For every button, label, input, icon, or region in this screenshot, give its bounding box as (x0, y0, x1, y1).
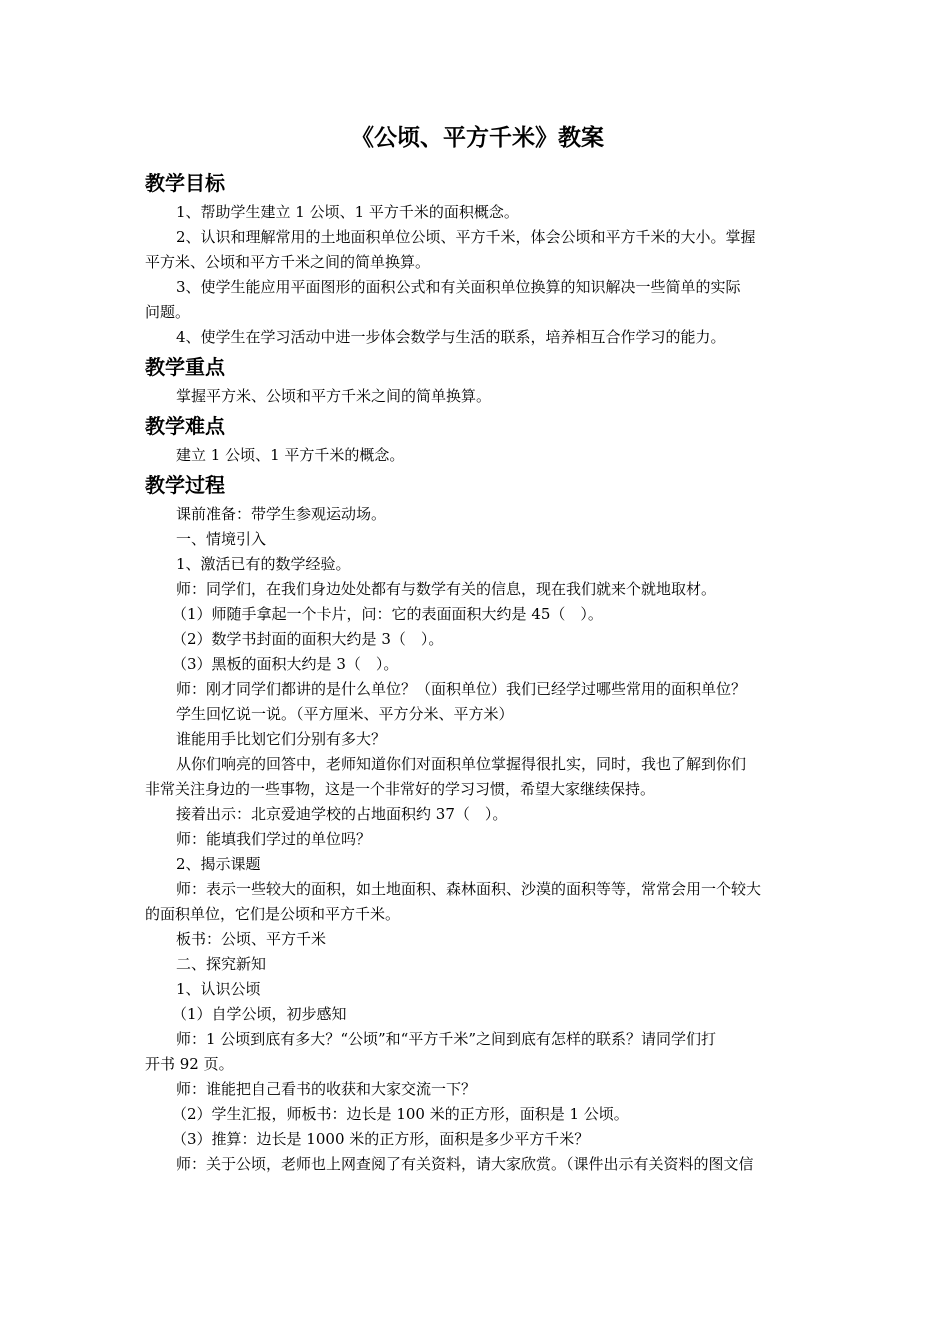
goal-item-4: 4、使学生在学习活动中进一步体会数学与生活的联系，培养相互合作学习的能力。 (176, 328, 726, 346)
process-paragraph: 师：同学们，在我们身边处处都有与数学有关的信息，现在我们就来个就地取材。 (176, 580, 717, 598)
goal-item-2: 2、认识和理解常用的土地面积单位公顷、平方千米，体会公顷和平方千米的大小。掌握 (176, 228, 756, 246)
process-paragraph: （3）推算：边长是 1000 米的正方形，面积是多少平方千米？ (172, 1130, 590, 1148)
process-paragraph: （1）师随手拿起一个卡片，问：它的表面面积大约是 45（ ）。 (172, 605, 603, 623)
process-paragraph: 二、探究新知 (176, 955, 267, 973)
document-title: 《公顷、平方千米》教案 (351, 124, 604, 151)
process-paragraph: 师：关于公顷，老师也上网查阅了有关资料，请大家欣赏。（课件出示有关资料的图文信 (176, 1155, 754, 1173)
process-paragraph: 一、情境引入 (176, 530, 267, 548)
process-paragraph: （3）黑板的面积大约是 3（ ）。 (172, 655, 399, 673)
process-paragraph: （1）自学公顷，初步感知 (172, 1005, 347, 1023)
goal-item-2-cont: 平方米、公顷和平方千米之间的简单换算。 (145, 253, 431, 271)
goal-item-3: 3、使学生能应用平面图形的面积公式和有关面积单位换算的知识解决一些简单的实际 (176, 278, 741, 296)
process-paragraph: 1、认识公顷 (176, 980, 261, 998)
process-paragraph: 师：能填我们学过的单位吗？ (176, 830, 372, 848)
goal-item-1: 1、帮助学生建立 1 公顷、1 平方千米的面积概念。 (176, 203, 519, 221)
heading-key-points: 教学重点 (145, 355, 225, 379)
process-paragraph: （2）学生汇报，师板书：边长是 100 米的正方形，面积是 1 公顷。 (172, 1105, 629, 1123)
process-paragraph: 接着出示：北京爱迪学校的占地面积约 37（ ）。 (176, 805, 508, 823)
heading-difficult-points: 教学难点 (145, 414, 225, 438)
process-paragraph: 1、激活已有的数学经验。 (176, 555, 351, 573)
difficult-points-text: 建立 1 公顷、1 平方千米的概念。 (176, 446, 405, 464)
process-paragraph: 师：1 公顷到底有多大？“公顷”和“平方千米”之间到底有怎样的联系？请同学们打 (176, 1030, 716, 1048)
process-paragraph-cont: 开书 92 页。 (145, 1055, 234, 1073)
process-paragraph: 课前准备：带学生参观运动场。 (176, 505, 387, 523)
process-paragraph: 谁能用手比划它们分别有多大？ (176, 730, 387, 748)
heading-teaching-goals: 教学目标 (145, 171, 225, 195)
process-paragraph-cont: 非常关注身边的一些事物，这是一个非常好的学习习惯，希望大家继续保持。 (145, 780, 656, 798)
process-paragraph: 从你们响亮的回答中，老师知道你们对面积单位掌握得很扎实，同时，我也了解到你们 (176, 755, 747, 773)
key-points-text: 掌握平方米、公顷和平方千米之间的简单换算。 (176, 387, 492, 405)
process-paragraph: 学生回忆说一说。（平方厘米、平方分米、平方米） (176, 705, 514, 723)
document-body (145, 118, 810, 1177)
process-paragraph: 师：表示一些较大的面积，如土地面积、森林面积、沙漠的面积等等，常常会用一个较大 (176, 880, 762, 898)
process-paragraph: （2）数学书封面的面积大约是 3（ ）。 (172, 630, 444, 648)
process-paragraph-cont: 的面积单位，它们是公顷和平方千米。 (145, 905, 401, 923)
heading-teaching-process: 教学过程 (145, 473, 225, 497)
process-paragraph: 师：谁能把自己看书的收获和大家交流一下？ (176, 1080, 477, 1098)
goal-item-3-cont: 问题。 (145, 303, 191, 321)
process-paragraph: 师：刚才同学们都讲的是什么单位？（面积单位）我们已经学过哪些常用的面积单位？ (176, 680, 747, 698)
process-paragraph: 2、揭示课题 (176, 855, 261, 873)
process-paragraph: 板书：公顷、平方千米 (176, 930, 327, 948)
